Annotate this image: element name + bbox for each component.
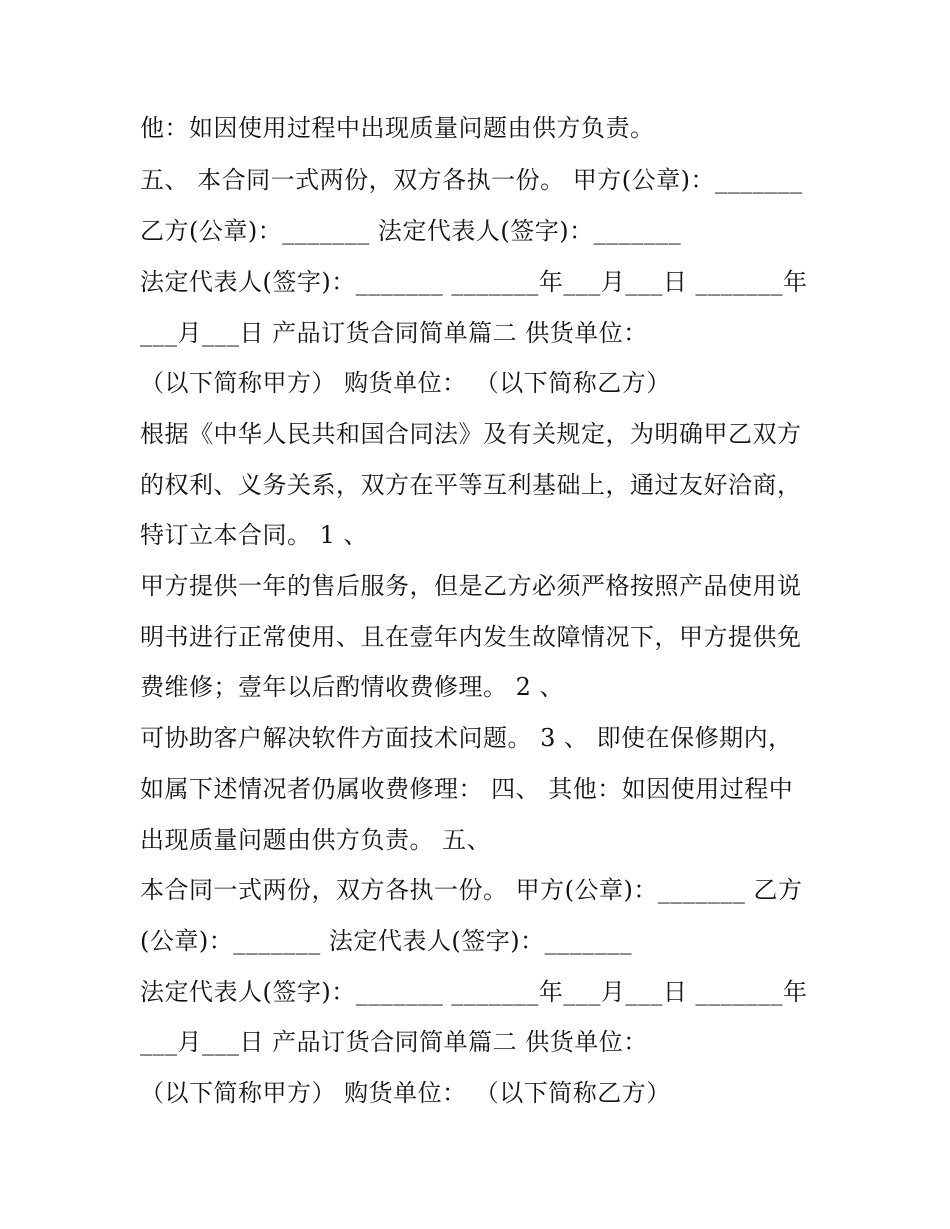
text-line: 根据《中华人民共和国合同法》及有关规定，为明确甲乙双方 (140, 420, 802, 448)
text-line: 明书进行正常使用、且在壹年内发生故障情况下，甲方提供免 (140, 623, 802, 651)
text-line: 的权利、义务关系，双方在平等互利基础上，通过友好洽商， (140, 471, 802, 499)
text-line: 费维修；壹年以后酌情收费修理。 2 、 (140, 673, 565, 701)
text-line: 出现质量问题由供方负责。 五、 (140, 826, 492, 854)
text-line: （以下简称甲方） 购货单位： （以下简称乙方） (140, 369, 671, 397)
text-line: （以下简称甲方） 购货单位： （以下简称乙方） (140, 1079, 671, 1107)
text-line: ___月___日 产品订货合同简单篇二 供货单位： (140, 1028, 648, 1056)
text-line: 甲方提供一年的售后服务，但是乙方必须严格按照产品使用说 (140, 572, 802, 600)
text-line: (公章)：_______ 法定代表人(签字)：_______ (140, 927, 633, 955)
text-line: 本合同一式两份，双方各执一份。 甲方(公章)：_______ 乙方 (140, 876, 803, 904)
text-line: 如属下述情况者仍属收费修理： 四、 其他：如因使用过程中 (140, 775, 794, 803)
text-line: 他：如因使用过程中出现质量问题由供方负责。 (140, 114, 655, 142)
text-line: 特订立本合同。 1 、 (140, 521, 369, 549)
text-line: ___月___日 产品订货合同简单篇二 供货单位： (140, 319, 648, 347)
text-line: 乙方(公章)：_______ 法定代表人(签字)：_______ (140, 217, 682, 245)
text-line: 法定代表人(签字)：_______ _______年___月___日 _______年 (140, 268, 808, 296)
text-line: 五、 本合同一式两份，双方各执一份。 甲方(公章)：_______ (140, 166, 803, 194)
text-line: 可协助客户解决软件方面技术问题。 3 、 即使在保修期内， (140, 724, 793, 752)
text-line: 法定代表人(签字)：_______ _______年___月___日 _______年 (140, 978, 808, 1006)
